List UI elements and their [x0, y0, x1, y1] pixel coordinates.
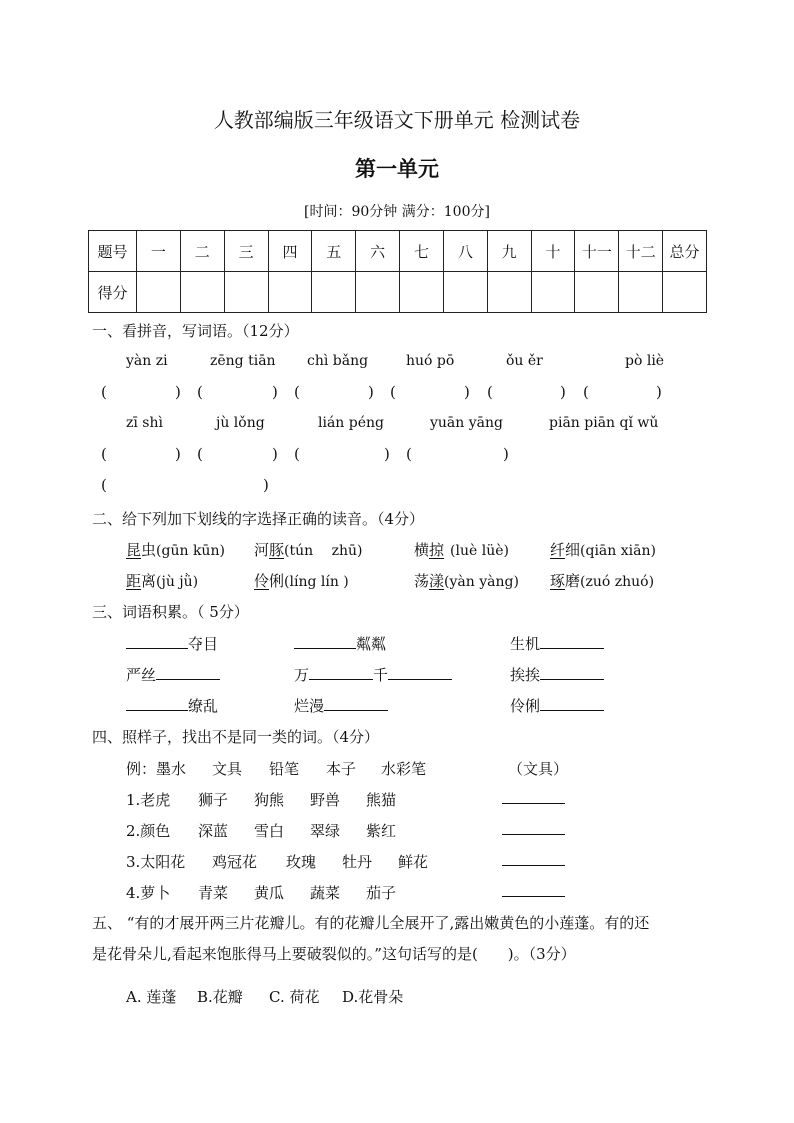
section1-heading: 一、看拼音，写词语。（12分）	[92, 322, 299, 340]
answer-box-close: )	[656, 383, 662, 401]
item-char: 磨	[565, 572, 581, 590]
answer-box-close: )	[175, 383, 181, 401]
word-item: 鲜花	[398, 853, 429, 871]
word-item: 狮子	[198, 791, 229, 809]
item-char: 河	[254, 541, 270, 559]
score-table-col: 总分	[663, 231, 707, 272]
option-c[interactable]: C. 荷花	[269, 988, 320, 1006]
fill-blank[interactable]	[388, 679, 452, 680]
score-cell[interactable]	[663, 272, 707, 313]
reading-item	[254, 539, 362, 560]
idiom-item	[294, 633, 386, 654]
fill-blank[interactable]	[126, 648, 188, 649]
underlined-char: 漾	[429, 572, 445, 590]
answer-blank[interactable]	[502, 789, 565, 804]
pinyin-options: (qiān xiān)	[580, 543, 656, 559]
word-item: 狗熊	[254, 791, 285, 809]
score-cell[interactable]	[268, 272, 312, 313]
word-item: 紫红	[366, 822, 397, 840]
answer-box-open: (	[294, 383, 300, 401]
pinyin-item: zēng tiān	[210, 353, 276, 369]
score-table	[88, 230, 707, 313]
pinyin-options: (jù jǜ)	[156, 574, 199, 590]
item-char: 荡	[414, 572, 430, 590]
answer-box-close: )	[272, 383, 278, 401]
pinyin-item: lián péng	[318, 415, 384, 431]
row-label: 4.萝卜	[126, 884, 171, 902]
pinyin-options: (yàn yàng)	[444, 574, 519, 590]
fill-blank[interactable]	[294, 648, 356, 649]
word-item: 翠绿	[310, 822, 341, 840]
pinyin-item: huó pō	[406, 353, 455, 369]
word-item: 文具	[212, 760, 243, 778]
answer-box-close: )	[368, 383, 374, 401]
option-a[interactable]: A. 莲蓬	[126, 988, 177, 1006]
example-label: 例：墨水	[126, 760, 187, 778]
idiom-text: 伶俐	[510, 697, 541, 715]
score-table-head-label: 题号	[89, 231, 137, 272]
idiom-item	[510, 664, 604, 685]
idiom-text: 挨挨	[510, 666, 541, 684]
option-d[interactable]: D.花骨朵	[342, 988, 404, 1006]
row-label: 2.颜色	[126, 822, 171, 840]
pinyin-options: (tún zhū)	[284, 543, 363, 559]
item-char: 俐	[269, 572, 285, 590]
answer-box-open: (	[294, 445, 300, 463]
score-table-col: 八	[443, 231, 487, 272]
score-cell[interactable]	[619, 272, 663, 313]
score-table-col: 一	[137, 231, 181, 272]
pinyin-options: (gūn kūn)	[156, 543, 225, 559]
answer-box-close: )	[384, 445, 390, 463]
score-table-col: 十二	[619, 231, 663, 272]
idiom-text: 生机	[510, 635, 541, 653]
score-cell[interactable]	[443, 272, 487, 313]
underlined-char: 距	[126, 572, 142, 590]
pinyin-options: (líng lín )	[284, 574, 349, 590]
word-item: 青菜	[198, 884, 229, 902]
section4-heading: 四、照样子，找出不是同一类的词。（4分）	[92, 728, 380, 746]
word-item: 水彩笔	[381, 760, 427, 778]
idiom-item	[126, 664, 220, 685]
reading-item	[414, 570, 519, 591]
fill-blank[interactable]	[540, 648, 604, 649]
idiom-text: 夺目	[188, 635, 219, 653]
answer-box-close: )	[464, 383, 470, 401]
reading-item	[126, 570, 198, 591]
pinyin-item: yuān yāng	[430, 415, 503, 431]
item-char: 离	[141, 572, 157, 590]
section5-line2: 是花骨朵儿,看起来饱胀得马上要破裂似的。”这句话写的是( )。（3分）	[92, 945, 576, 963]
score-cell[interactable]	[312, 272, 356, 313]
score-cell[interactable]	[180, 272, 224, 313]
idiom-text: 千	[373, 666, 389, 684]
word-item: 蔬菜	[310, 884, 341, 902]
answer-box-close: )	[263, 476, 269, 494]
idiom-text: 粼粼	[356, 635, 387, 653]
section3-heading: 三、词语积累。（ 5分）	[92, 603, 249, 621]
word-item: 本子	[326, 760, 357, 778]
answer-box-open: (	[390, 383, 396, 401]
score-cell[interactable]	[356, 272, 400, 313]
idiom-item	[294, 664, 452, 685]
word-item: 黄瓜	[254, 884, 285, 902]
fill-blank[interactable]	[126, 710, 188, 711]
answer-box-open: (	[583, 383, 589, 401]
answer-blank[interactable]	[502, 882, 565, 897]
score-table-col: 六	[356, 231, 400, 272]
fill-blank[interactable]	[540, 710, 604, 711]
answer-blank[interactable]	[502, 820, 565, 835]
fill-blank[interactable]	[540, 679, 604, 680]
unit-subtitle: 第一单元	[355, 156, 439, 181]
word-item: 熊猫	[366, 791, 397, 809]
pinyin-item: ǒu ěr	[506, 353, 543, 369]
underlined-char: 豚	[269, 541, 285, 559]
idiom-item	[126, 695, 218, 716]
score-cell[interactable]	[575, 272, 619, 313]
idiom-text: 严丝	[126, 666, 157, 684]
score-table-col: 七	[400, 231, 444, 272]
answer-blank[interactable]	[502, 851, 565, 866]
time-info: [时间：90分钟 满分：100分]	[304, 204, 490, 220]
reading-item	[254, 570, 349, 591]
pinyin-options: (zuó zhuó)	[580, 574, 655, 590]
underlined-char: 伶	[254, 572, 270, 590]
row-label: 3.太阳花	[126, 853, 186, 871]
idiom-item	[510, 695, 604, 716]
answer-box-open: (	[101, 383, 107, 401]
answer-box-open: (	[406, 445, 412, 463]
item-char: 虫	[141, 541, 157, 559]
score-cell[interactable]	[487, 272, 531, 313]
pinyin-item: pò liè	[625, 353, 665, 369]
score-table-col: 十一	[575, 231, 619, 272]
score-cell[interactable]	[224, 272, 268, 313]
word-item: 玫瑰	[286, 853, 317, 871]
reading-item	[126, 539, 225, 560]
underlined-char: 昆	[126, 541, 142, 559]
idiom-item	[510, 633, 604, 654]
score-table-col: 九	[487, 231, 531, 272]
answer-box-close: )	[175, 445, 181, 463]
answer-box-close: )	[503, 445, 509, 463]
score-table-col: 三	[224, 231, 268, 272]
word-item: 铅笔	[269, 760, 300, 778]
underlined-char: 琢	[550, 572, 566, 590]
answer-box-close: )	[272, 445, 278, 463]
underlined-char: 纤	[550, 541, 566, 559]
score-cell[interactable]	[531, 272, 575, 313]
idiom-item	[294, 695, 388, 716]
answer-box-close: )	[560, 383, 566, 401]
word-item: 雪白	[254, 822, 285, 840]
reading-item	[550, 570, 654, 591]
word-item: 鸡冠花	[212, 853, 258, 871]
section2-heading: 二、给下列加下划线的字选择正确的读音。（4分）	[92, 510, 425, 528]
fill-blank[interactable]	[156, 679, 220, 680]
underlined-char: 掠	[429, 541, 445, 559]
example-answer: （文具）	[508, 760, 569, 778]
reading-item	[414, 539, 509, 560]
pinyin-item: zī shì	[126, 415, 163, 431]
score-table-header-row	[89, 231, 707, 272]
idiom-item	[126, 633, 218, 654]
pinyin-item: chì bǎng	[307, 353, 369, 369]
word-item: 牡丹	[342, 853, 373, 871]
score-table-col: 四	[268, 231, 312, 272]
fill-blank[interactable]	[309, 679, 373, 680]
answer-box-open: (	[197, 445, 203, 463]
score-cell[interactable]	[400, 272, 444, 313]
pinyin-item: jù lǒng	[216, 415, 265, 431]
answer-box-open: (	[487, 383, 493, 401]
word-item: 野兽	[310, 791, 341, 809]
pinyin-options: (luè lüè)	[450, 543, 509, 559]
exam-title: 人教部编版三年级语文下册单元 检测试卷	[213, 108, 581, 132]
item-char: 横	[414, 541, 430, 559]
idiom-text: 万	[294, 666, 310, 684]
pinyin-item: yàn zi	[126, 353, 168, 369]
reading-item	[550, 539, 656, 560]
answer-box-open: (	[197, 383, 203, 401]
score-table-score-label: 得分	[89, 272, 137, 313]
score-table-col: 五	[312, 231, 356, 272]
option-b[interactable]: B.花瓣	[197, 988, 243, 1006]
answer-box-open: (	[101, 445, 107, 463]
row-label: 1.老虎	[126, 791, 171, 809]
word-item: 茄子	[366, 884, 397, 902]
section5-line1: 五、 “有的才展开两三片花瓣儿。有的花瓣儿全展开了,露出嫩黄色的小莲蓬。有的还	[92, 914, 650, 932]
pinyin-item: piān piān qǐ wǔ	[549, 415, 659, 431]
idiom-text: 烂漫	[294, 697, 325, 715]
score-table-col: 十	[531, 231, 575, 272]
score-table-col: 二	[180, 231, 224, 272]
word-item: 深蓝	[198, 822, 229, 840]
score-cell[interactable]	[137, 272, 181, 313]
idiom-text: 缭乱	[188, 697, 219, 715]
score-table-score-row	[89, 272, 707, 313]
fill-blank[interactable]	[324, 710, 388, 711]
answer-box-open: (	[101, 476, 107, 494]
item-char: 细	[565, 541, 581, 559]
